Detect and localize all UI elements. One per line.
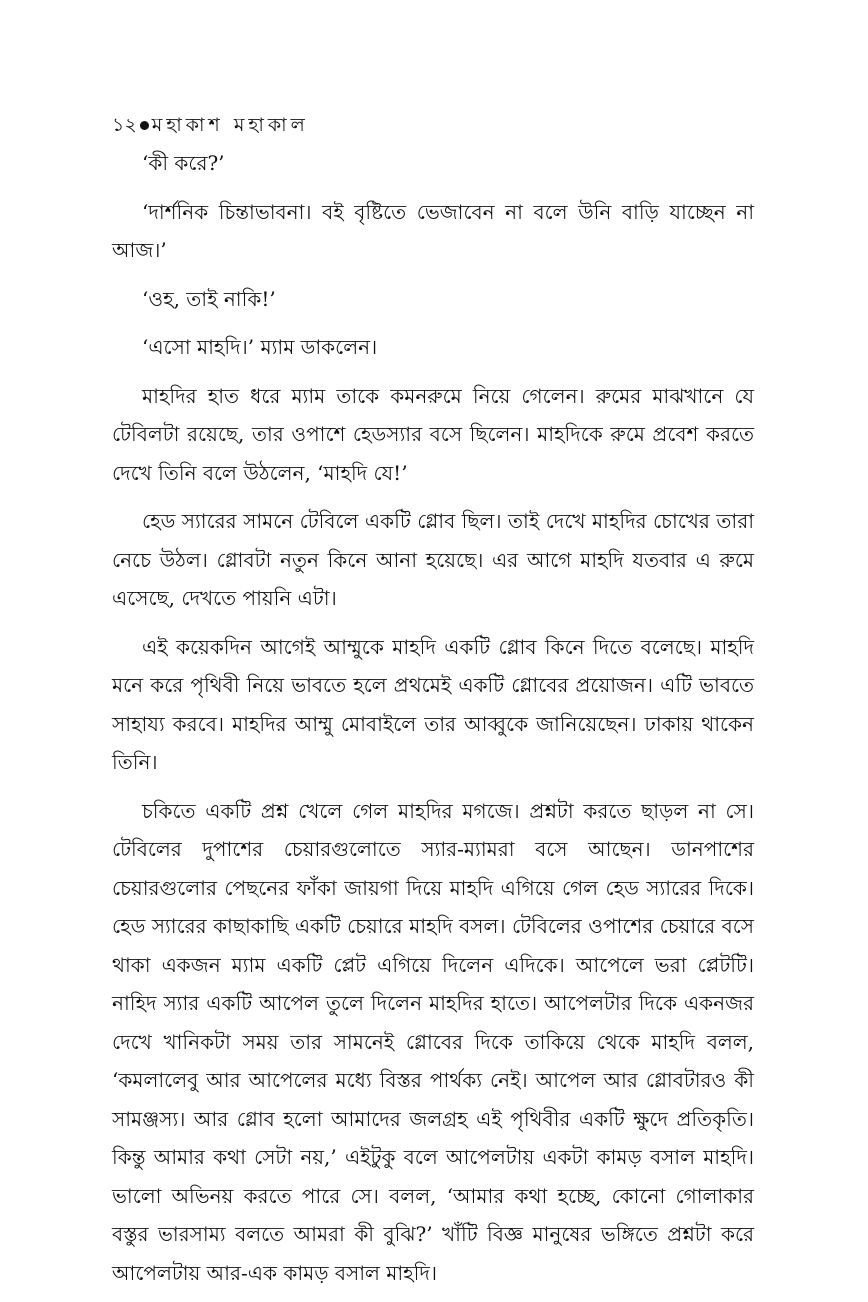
paragraph-3: ‘ওহ, তাই নাকি!’: [142, 286, 276, 311]
paragraph-5: মাহদির হাত ধরে ম্যাম তাকে কমনরুমে নিয়ে গেলেন। রুমের মাঝখানে যে টেবিলটা রয়েছে, তার ওপাশে হেডস্যার বসে ছিলেন। মাহদিকে রুমে প্রবেশ করতে দেখে তিনি বলে উঠলেন, ‘মাহদি যে!’: [112, 383, 754, 485]
paragraph-4: ‘এসো মাহদি।’ ম্যাম ডাকলেন।: [142, 335, 378, 359]
paragraph-6: হেড স্যারের সামনে টেবিলে একটি গ্লোব ছিল। তাই দেখে মাহদির চোখের তারা নেচে উঠল। গ্লোবটা নতুন কিনে আনা হয়েছে। এর আগে মাহদি যতবার এ রুমে এসেছে, দেখতে পায়নি এটা।: [112, 509, 754, 610]
paragraph-7: এই কয়েকদিন আগেই আম্মুকে মাহদি একটি গ্লোব কিনে দিতে বলেছে। মাহদি মনে করে পৃথিবী নিয়ে ভাবতে হলে প্রথমেই একটি গ্লোবের প্রয়োজন। এটি ভাবতে সাহায্য করবে। মাহদির আম্মু মোবাইলে তার আব্বুকে জানিয়েছেন। ঢাকায় থাকেন তিনি।: [112, 634, 754, 774]
paragraph-2: ‘দার্শনিক চিন্তাভাবনা। বই বৃষ্টিতে ভেজাবেন না বলে উনি বাড়ি যাচ্ছেন না আজ।’: [112, 199, 754, 262]
book-title: মহাকাশ মহাকাল: [151, 114, 309, 136]
page-number: ১২: [112, 114, 137, 136]
bullet-dot-icon: [140, 121, 149, 130]
paragraph-8: চকিতে একটি প্রশ্ন খেলে গেল মাহদির মগজে। প্রশ্নটা করতে ছাড়ল না সে। টেবিলের দুপাশের চেয়ারগুলোতে স্যার-ম্যামরা বসে আছেন। ডানপাশের চেয়ারগুলোর পেছনের ফাঁকা জায়গা দিয়ে মাহদি এগিয়ে গেল হেড স্যারের দিকে। হেড স্যারের কাছাকাছি একটি চেয়ারে মাহদি বসল। টেবিলের ওপাশের চেয়ারে বসে থাকা একজন ম্যাম একটি প্লেট এগিয়ে দিলেন এদিকে। আপেলে ভরা প্লেটটি। নাহিদ স্যার একটি আপেল তুলে দিলেন মাহদির হাতে। আপেলটার দিকে একনজর দেখে খানিকটা সময় তার সামনেই গ্লোবের দিকে তাকিয়ে থেকে মাহদি বলল, ‘কমলালেবু আর আপেলের মধ্যে বিস্তর পার্থক্য নেই। আপেল আর গ্লোবটারও কী সামঞ্জস্য। আর গ্লোব হলো আমাদের জলগ্রহ এই পৃথিবীর একটি ক্ষুদে প্রতিকৃতি। কিন্তু আমার কথা সেটা নয়,’ এইটুকু বলে আপেলটায় একটা কামড় বসাল মাহদি। ভালো অভিনয় করতে পারে সে। বলল, ‘আমার কথা হচ্ছে, কোনো গোলাকার বস্তুর ভারসাম্য বলতে আমরা কী বুঝি?’ খাঁটি বিজ্ঞ মানুষের ভঙ্গিতে প্রশ্নটা করে আপেলটায় আর-এক কামড় বসাল মাহদি।: [112, 798, 754, 1285]
paragraph-1: ‘কী করে?’: [142, 151, 225, 175]
running-header: [112, 112, 754, 138]
book-page: [112, 112, 754, 1302]
